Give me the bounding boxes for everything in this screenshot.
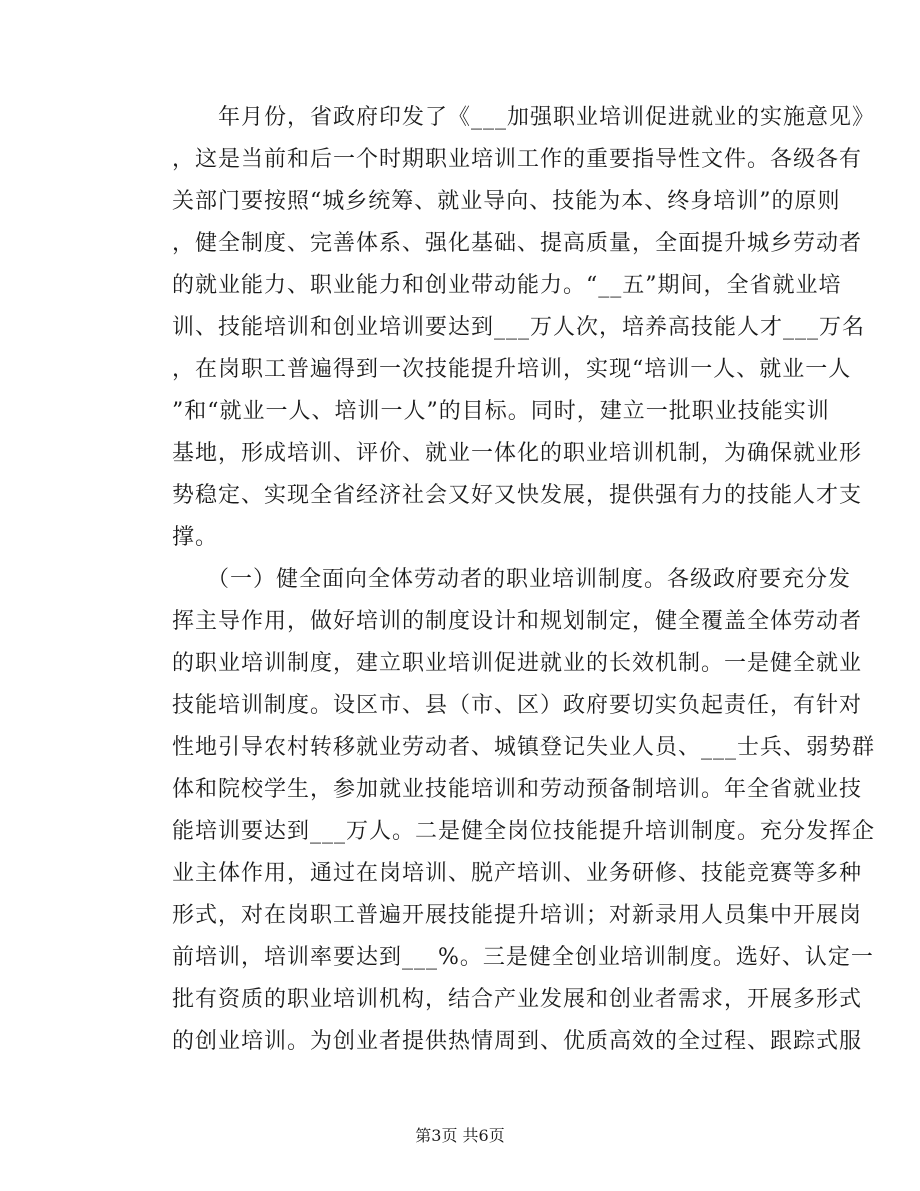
- text-line: 的创业培训。为创业者提供热情周到、优质高效的全过程、跟踪式服: [172, 1029, 863, 1054]
- text-line: 关部门要按照“城乡统筹、就业导向、技能为本、终身培训”的原则: [172, 189, 841, 214]
- text-line: （一）健全面向全体劳动者的职业培训制度。各级政府要充分发: [172, 567, 852, 592]
- text-line: ”和“就业一人、培训一人”的目标。同时，建立一批职业技能实训: [172, 399, 830, 424]
- text-line: 基地，形成培训、评价、就业一体化的职业培训机制，为确保就业形: [172, 441, 863, 466]
- text-line: 训、技能培训和创业培训要达到___万人次，培养高技能人才___万名: [172, 315, 866, 340]
- text-line: 批有资质的职业培训机构，结合产业发展和创业者需求，开展多形式: [172, 987, 863, 1012]
- text-line: 性地引导农村转移就业劳动者、城镇登记失业人员、___士兵、弱势群: [172, 735, 876, 760]
- text-line: 撑。: [172, 525, 219, 550]
- text-line: 体和院校学生，参加就业技能培训和劳动预备制培训。年全省就业技: [172, 777, 863, 802]
- text-line: 能培训要达到___万人。二是健全岗位技能提升培训制度。充分发挥企: [172, 819, 876, 844]
- text-line: 的职业培训制度，建立职业培训促进就业的长效机制。一是健全就业: [172, 651, 863, 676]
- text-line: 前培训，培训率要达到___%。三是健全创业培训制度。选好、认定一: [172, 945, 874, 970]
- text-line: 年月份，省政府印发了《___加强职业培训促进就业的实施意见》: [172, 105, 876, 130]
- text-line: 挥主导作用，做好培训的制度设计和规划制定，健全覆盖全体劳动者: [172, 609, 863, 634]
- text-line: 业主体作用，通过在岗培训、脱产培训、业务研修、技能竞赛等多种: [172, 861, 863, 886]
- page-number: 第3页 共6页: [415, 1126, 505, 1145]
- text-line: ，在岗职工普遍得到一次技能提升培训，实现“培训一人、就业一人: [172, 357, 852, 382]
- text-line: 的就业能力、职业能力和创业带动能力。“__五”期间，全省就业培: [172, 273, 842, 298]
- text-line: ，健全制度、完善体系、强化基础、提高质量，全面提升城乡劳动者: [172, 231, 863, 256]
- text-line: ，这是当前和后一个时期职业培训工作的重要指导性文件。各级各有: [172, 147, 863, 172]
- text-line: 技能培训制度。设区市、县（市、区）政府要切实负起责任，有针对: [172, 693, 863, 718]
- text-line: 势稳定、实现全省经济社会又好又快发展，提供强有力的技能人才支: [172, 483, 863, 508]
- text-line: 形式，对在岗职工普遍开展技能提升培训；对新录用人员集中开展岗: [172, 903, 863, 928]
